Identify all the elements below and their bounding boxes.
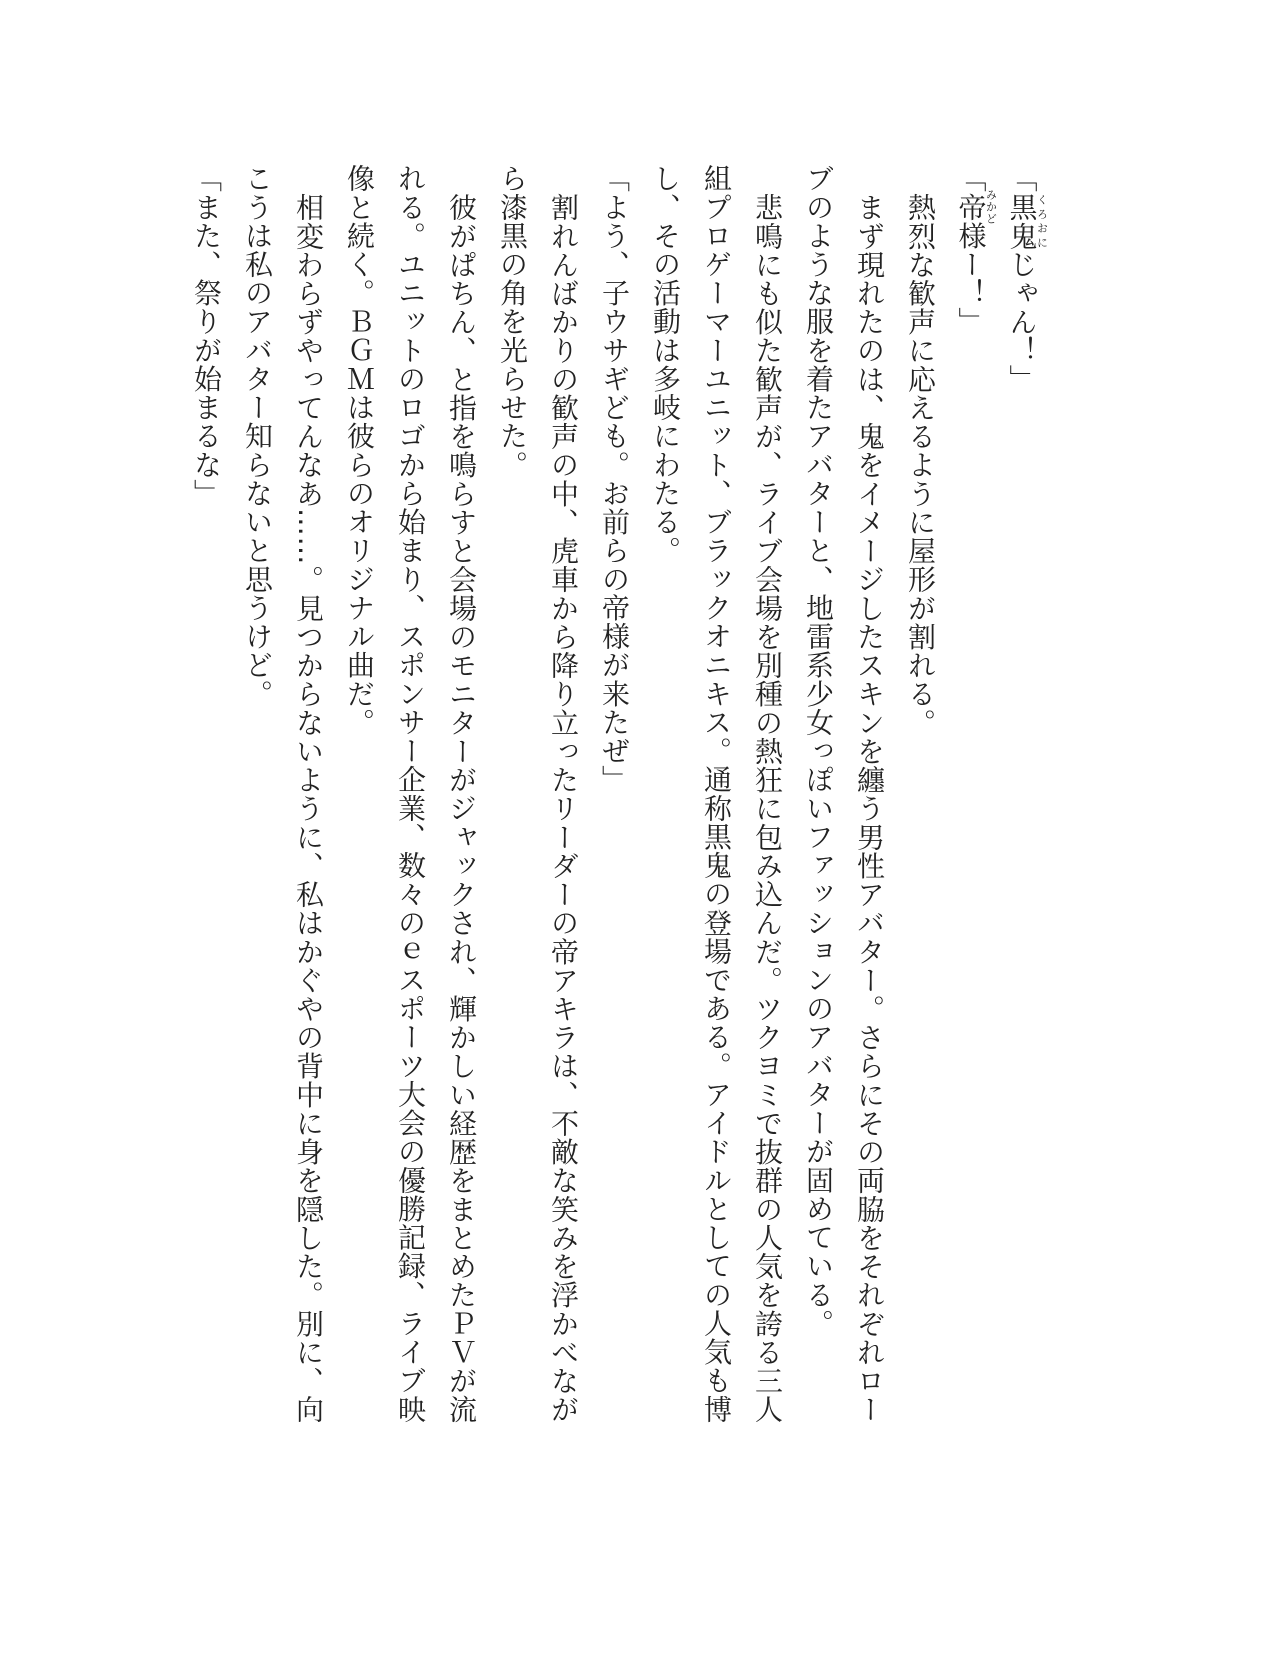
dialogue-line: 「また、祭りが始まるな」 (190, 164, 223, 508)
dialogue-line: 「帝みかど様ー！」 (954, 164, 997, 336)
dialogue-line: 「黒鬼くろおにじゃん！」 (1005, 164, 1048, 393)
text-line: し、その活動は多岐にわたる。 (649, 164, 682, 565)
text-line: 熱烈な歓声に応えるように屋形が割れる。 (904, 192, 937, 737)
text-line: まず現れたのは、鬼をイメージしたスキンを纏う男性アバター。さらにその両脇をそれぞれロー (853, 192, 886, 1424)
dialogue-line: 「よう、子ウサギども。お前らの帝様が来たぜ」 (598, 164, 631, 794)
text-line: ら漆黒の角を光らせた。 (496, 164, 529, 479)
text-line: 組プロゲーマーユニット、ブラックオニキス。通称黒鬼の登場である。アイドルとしての人気も博 (700, 164, 733, 1424)
text-line: 彼がぱちん、と指を鳴らすと会場のモニターがジャックされ、輝かしい経歴をまとめたＰＶが流 (445, 192, 478, 1424)
text-line: 相変わらずやってんなあ……。見つからないように、私はかぐやの背中に身を隠した。別に、向 (292, 192, 325, 1424)
text-line: 悲鳴にも似た歓声が、ライブ会場を別種の熱狂に包み込んだ。ツクヨミで抜群の人気を誇る三人 (751, 192, 784, 1424)
ruby-mikado: 帝みかど (954, 188, 997, 225)
text-line: れる。ユニットのロゴから始まり、スポンサー企業、数々のｅスポーツ大会の優勝記録、ライブ映 (394, 164, 427, 1424)
novel-page (181, 164, 1048, 1434)
text-line: ブのような服を着たアバターと、地雷系少女っぽいファッションのアバターが固めている。 (802, 164, 835, 1338)
text-line: こうは私のアバター知らないと思うけど。 (241, 164, 274, 708)
text-line: 像と続く。ＢＧＭは彼らのオリジナル曲だ。 (343, 164, 376, 737)
text-line: 割れんばかりの歓声の中、虎車から降り立ったリーダーの帝アキラは、不敵な笑みを浮かべなが (547, 192, 580, 1424)
ruby-kuroon: 黒鬼くろおに (1005, 192, 1048, 250)
